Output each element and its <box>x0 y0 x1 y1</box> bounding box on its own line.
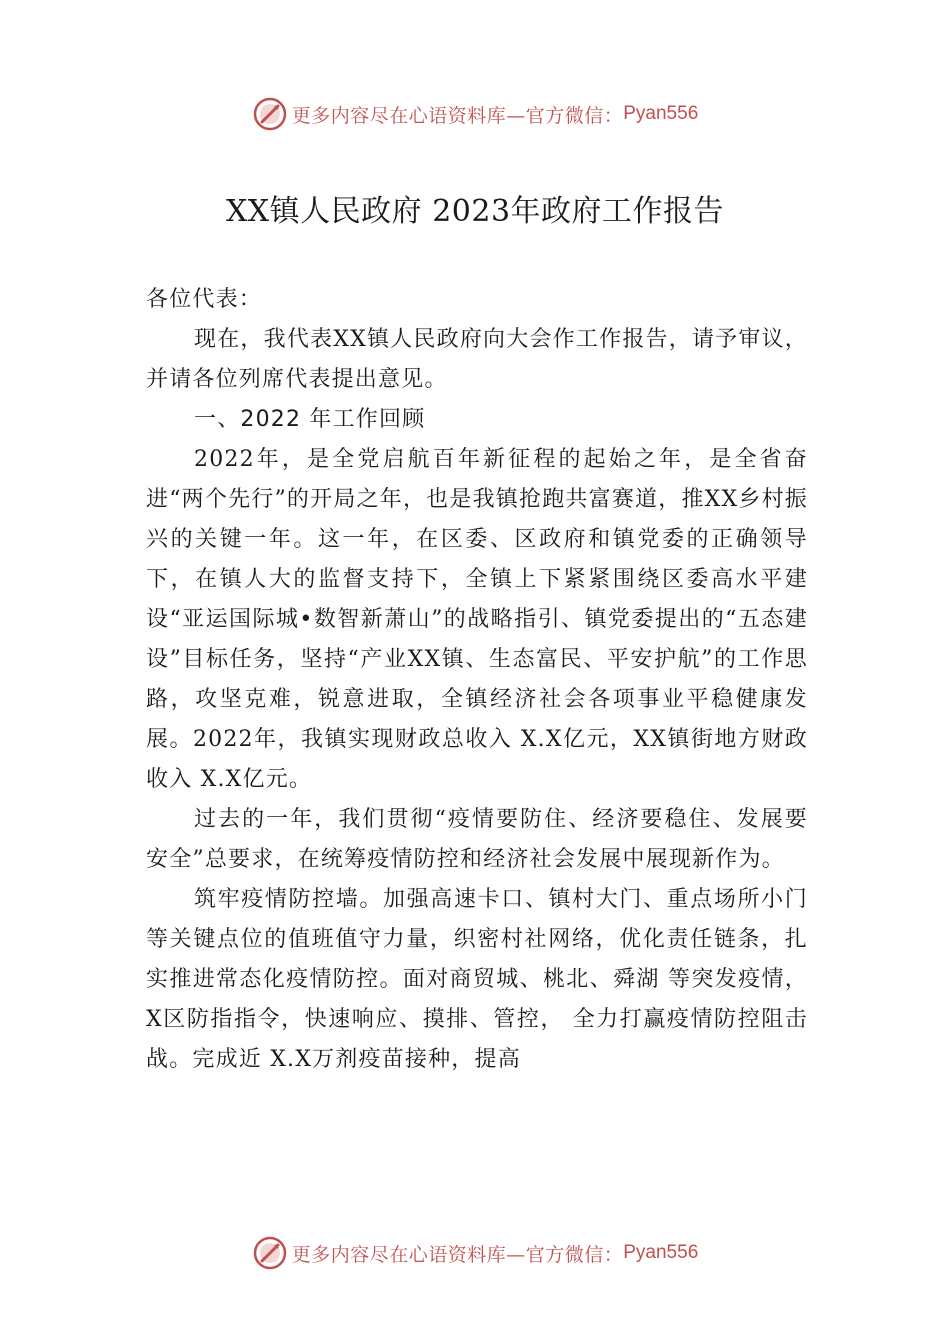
footer-banner <box>0 1233 950 1273</box>
paragraph: 现在，我代表XX镇人民政府向大会作工作报告，请予审议，并请各位列席代表提出意见。 <box>146 327 808 392</box>
salutation: 各位代表： <box>146 287 263 312</box>
banner-text: 更多内容尽在心语资料库—官方微信： <box>291 104 624 127</box>
section-heading: 一、2022 年工作回顾 <box>194 407 426 432</box>
logo-icon <box>252 1235 288 1271</box>
banner-text: 更多内容尽在心语资料库—官方微信： <box>291 1243 624 1266</box>
wechat-id: Pyan556 <box>623 103 699 124</box>
paragraph: 过去的一年，我们贯彻“疫情要防住、经济要稳住、发展要安全”总要求，在统筹疫情防控和经济社会发展中展现新作为。 <box>146 807 808 872</box>
header-banner <box>0 94 950 134</box>
logo-icon <box>252 96 288 132</box>
document-title: XX镇人民政府 2023年政府工作报告 <box>225 194 725 229</box>
document-body <box>146 280 808 1080</box>
wechat-id: Pyan556 <box>623 1242 699 1263</box>
paragraph: 2022年，是全党启航百年新征程的起始之年，是全省奋进“两个先行”的开局之年，也是我镇抢跑共富赛道，推XX乡村振兴的关键一年。这一年，在区委、区政府和镇党委的正确领导下，在镇人大的监督支持下，全镇上下紧紧围绕区委高水平建设“亚运国际城•数智新萧山”的战略指引、镇党委提出的“五态建设”目标任务，坚持“产业XX镇、生态富民、平安护航”的工作思路，攻坚克难，锐意进取，全镇经济社会各项事业平稳健康发展。2022年，我镇实现财政总收入 X.X亿元，XX镇街地方财政收入 X.X亿元。 <box>146 447 808 792</box>
paragraph: 筑牢疫情防控墙。加强高速卡口、镇村大门、重点场所小门等关键点位的值班值守力量，织密村社网络，优化责任链条，扎实推进常态化疫情防控。面对商贸城、桃北、舜湖 等突发疫情，X区防指指令，快速响应、摸排、管控， 全力打赢疫情防控阻击战。完成近 X.X万剂疫苗接种，提高 <box>146 887 808 1072</box>
